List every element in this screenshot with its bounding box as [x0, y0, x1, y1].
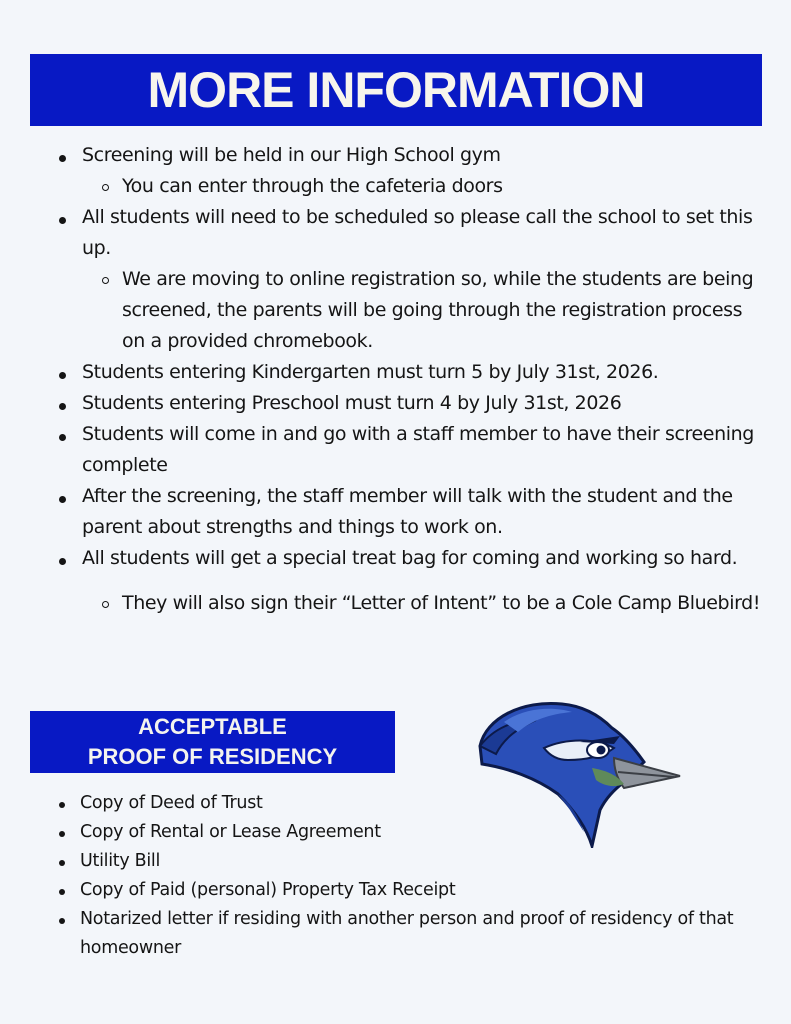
proof-heading	[30, 711, 395, 773]
list-item: All students will get a special treat bag for coming and working so hard.	[56, 543, 761, 574]
list-item: Students entering Preschool must turn 4 by July 31st, 2026	[56, 388, 761, 419]
list-item: Students entering Kindergarten must turn 5 by July 31st, 2026.	[56, 357, 761, 388]
proof-item: Copy of Deed of Trust	[56, 789, 761, 818]
sub-list-item: They will also sign their “Letter of Intent” to be a Cole Camp Bluebird!	[56, 588, 761, 619]
sub-list-item: You can enter through the cafeteria doors	[56, 171, 761, 202]
proof-heading-line1: ACCEPTABLE	[138, 714, 287, 739]
header-banner	[30, 54, 762, 126]
proof-item: Notarized letter if residing with another person and proof of residency of that homeowner	[56, 905, 761, 963]
bluebird-mascot-icon	[474, 698, 684, 848]
list-item: All students will need to be scheduled so please call the school to set this up.	[56, 202, 761, 264]
list-item: Screening will be held in our High School gym	[56, 140, 761, 171]
proof-heading-line2: PROOF OF RESIDENCY	[87, 744, 338, 769]
info-list	[56, 140, 761, 619]
proof-item: Copy of Paid (personal) Property Tax Receipt	[56, 876, 761, 905]
list-item: After the screening, the staff member will talk with the student and the parent about strengths and things to work on.	[56, 481, 761, 543]
sub-list-item: We are moving to online registration so, while the students are being screened, the parents will be going through the registration process on a provided chromebook.	[56, 264, 761, 357]
proof-item: Utility Bill	[56, 847, 761, 876]
proof-item: Copy of Rental or Lease Agreement	[56, 818, 761, 847]
list-item: Students will come in and go with a staff member to have their screening complete	[56, 419, 761, 481]
page-title: MORE INFORMATION	[147, 62, 645, 118]
